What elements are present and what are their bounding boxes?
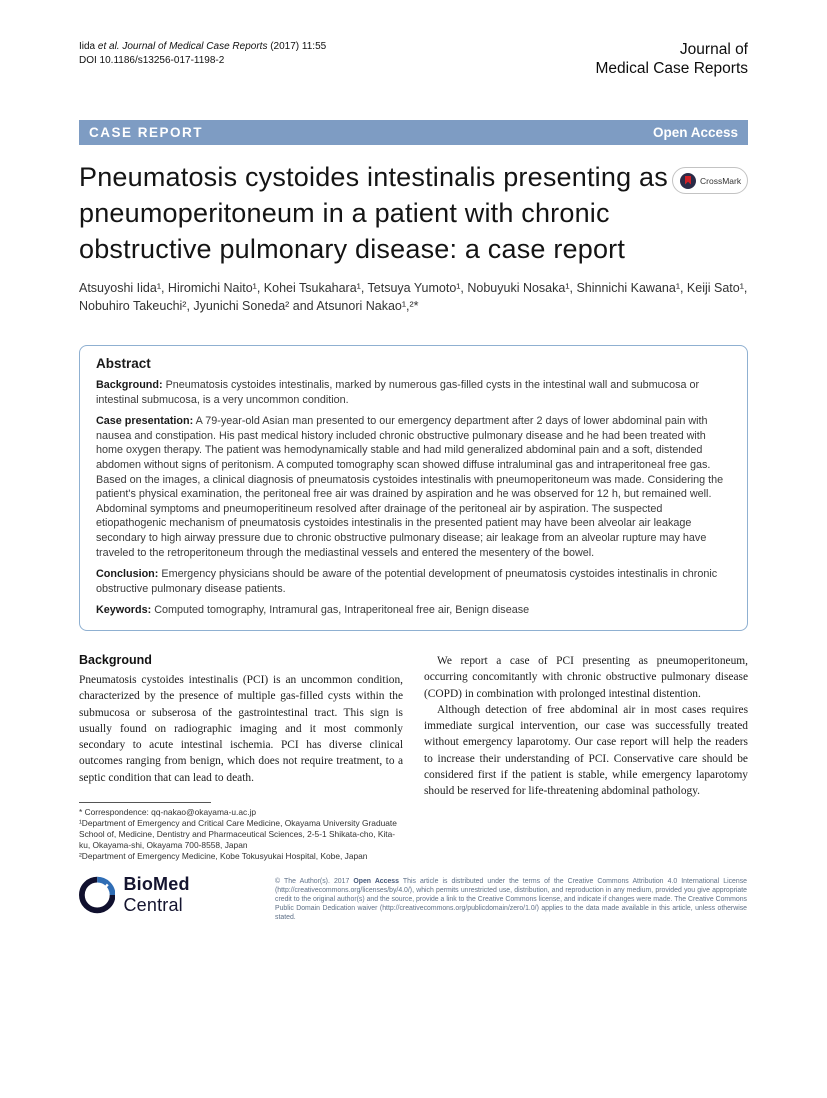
abstract-label-case-presentation: Case presentation: — [96, 415, 194, 428]
citation-line — [79, 40, 326, 54]
page-footer — [79, 874, 748, 922]
abstract-label-background: Background: — [96, 379, 163, 391]
abstract-section-conclusion — [96, 567, 731, 596]
correspondence-label: * Correspondence: — [79, 806, 152, 817]
crossmark-icon — [680, 173, 696, 189]
bmc-logo-text — [123, 874, 249, 916]
citation-doi: DOI 10.1186/s13256-017-1198-2 — [79, 54, 225, 66]
citation-authors: Iida — [79, 41, 96, 52]
affiliation-1: ¹Department of Emergency and Critical Care Medicine, Okayama University Graduate School of, Medicine, Dentistry and Pharmaceutical Sciences, 2-5-1 Shikata-cho, Kita-ku, Okayama-shi, Okayama 700-8558, Japan — [79, 817, 397, 850]
article-type-banner — [79, 120, 748, 145]
section-heading-background: Background — [79, 652, 152, 667]
correspondence-email[interactable]: qq-nakao@okayama-u.ac.jp — [151, 806, 257, 817]
bmc-logo-icon — [79, 876, 115, 914]
footnotes — [79, 802, 403, 862]
crossmark-label: CrossMark — [700, 175, 742, 186]
copyright-open-access: Open Access — [353, 877, 399, 885]
citation-issue: (2017) 11:55 — [267, 41, 327, 52]
abstract-text-background: Pneumatosis cystoides intestinalis, marked by numerous gas-filled cysts in the intestinal wall and submucosa or intestinal submucosa, is a very uncommon condition. — [96, 379, 700, 406]
bmc-logo-text-regular: Central — [123, 894, 183, 915]
journal-name-line-1: Journal of — [679, 41, 748, 58]
journal-name — [596, 40, 748, 78]
authors-line: Atsuyoshi Iida¹, Hiromichi Naito¹, Kohei Tsukahara¹, Tetsuya Yumoto¹, Nobuyuki Nosaka¹, Shinnichi Kawana¹, Keiji Sato¹, Nobuhiro Takeuchi², Jyunichi Soneda² and Atsunori Nakao¹,²* — [79, 281, 748, 313]
footnote-rule — [79, 802, 211, 803]
abstract-label-conclusion: Conclusion: — [96, 568, 159, 581]
abstract-box — [79, 345, 748, 631]
journal-name-line-2: Medical Case Reports — [595, 60, 748, 77]
article-title: Pneumatosis cystoides intestinalis presenting as pneumoperitoneum in a patient with chronic obstructive pulmonary disease: a case report — [79, 162, 668, 264]
left-column — [79, 653, 403, 862]
abstract-text-conclusion: Emergency physicians should be aware of the potential development of pneumatosis cystoides intestinalis in chronic obstructive pulmonary disease patients. — [96, 568, 718, 595]
page-header — [79, 40, 748, 78]
copyright-text — [275, 877, 747, 922]
title-row — [79, 159, 748, 267]
body-columns — [79, 653, 748, 862]
biomed-central-logo — [79, 874, 249, 916]
crossmark-badge[interactable] — [672, 167, 748, 194]
correspondence-note — [79, 807, 403, 818]
background-paragraph: Pneumatosis cystoides intestinalis (PCI) is an uncommon condition, characterized by the presence of multiple gas-filled cysts within the submucosa or subserosa of the gastrointestinal tract. This sign is usually found on radiographic imaging and it most commonly secondary to acute intestinal ischemia. PCI has diverse clinical outcomes ranging from benign, which does not require treatment, to a septic condition that can lead to death. — [79, 673, 403, 784]
affiliation-2: ²Department of Emergency Medicine, Kobe Tokusyukai Hospital, Kobe, Japan — [79, 850, 368, 861]
intro-paragraph-2: Although detection of free abdominal air in most cases requires immediate surgical intervention, our case was successfully treated without emergency laparotomy. Our case report will help the readers to increase their understanding of PCI. Conservative care should be considered first if the patient is stable, while emergency laparotomy should be reserved for life-threatening abdominal pathology. — [424, 703, 748, 798]
citation-journal: Journal of Medical Case Reports — [122, 41, 268, 52]
citation-etal: et al. — [95, 41, 123, 52]
right-column — [424, 653, 748, 862]
abstract-label-keywords: Keywords: — [96, 604, 152, 617]
abstract-section-case-presentation — [96, 414, 731, 560]
article-type-label: CASE REPORT — [89, 125, 204, 140]
copyright-prefix: © The Author(s). 2017 — [275, 877, 354, 885]
abstract-heading: Abstract — [96, 356, 151, 371]
abstract-text-keywords: Computed tomography, Intramural gas, Intraperitoneal free air, Benign disease — [154, 604, 530, 617]
copyright-rest: This article is distributed under the terms of the Creative Commons Attribution 4.0 International License (http://creativecommons.org/licenses/by/4.0/), which permits unrestricted use, distribution, and reproduction in any medium, provided you give appropriate credit to the original author(s) and the source, provide a link to the Creative Commons license, and indicate if changes were made. The Creative Commons Public Domain Dedication waiver (http://creativecommons.org/publicdomain/zero/1.0/) applies to the data made available in this article, unless otherwise stated. — [275, 877, 747, 921]
abstract-section-background — [96, 378, 731, 407]
bmc-logo-text-bold: BioMed — [123, 873, 190, 894]
abstract-text-case-presentation: A 79-year-old Asian man presented to our emergency department after 2 days of lower abdominal pain with nausea and constipation. His past medical history included chronic obstructive pulmonary disease and he had been treated with home oxygen therapy. The patient was hemodynamically stable and had mild generalized abdominal pain and a soft, distended abdomen without signs of peritonism. A computed tomography scan showed diffuse intraluminal gas and intraperitoneal free gas. Based on the images, a clinical diagnosis of pneumatosis cystoides intestinalis with pneumoperitoneum was made. Considering the patient's physical examination, the peritoneal free air was drained by aspiration and he was observed for 12 h, but remained well. Abdominal symptoms and pneumoperitineum resolved after drainage of the peritoneal air by aspiration. The suspected etiopathogenic mechanism of pneumatosis cystoides intestinalis in the presented patient may have been alveolar air leakage secondary to high airway pressure due to chronic obstructive pulmonary disease; air leakage from an alveolar rupture may have traveled to the retroperitoneum through the mediastinal vessels and entered the mesentery of the bowel. — [96, 415, 724, 559]
open-access-label: Open Access — [652, 125, 738, 140]
citation-block — [79, 40, 326, 67]
abstract-section-keywords — [96, 603, 731, 618]
intro-paragraph-1: We report a case of PCI presenting as pneumoperitoneum, occurring concomitantly with chronic obstructive pulmonary disease (COPD) in combination with prolonged intestinal distention. — [424, 654, 748, 700]
